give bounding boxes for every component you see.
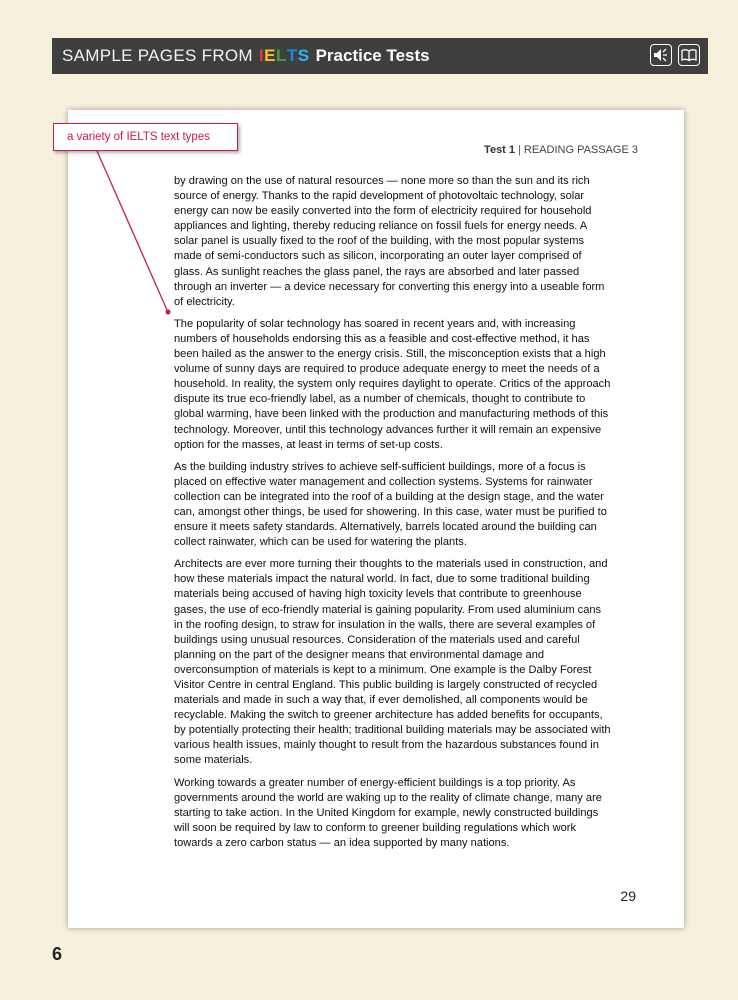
paragraph: Architects are ever more turning their thoughts to the materials used in construction, and how these materials impact the natural world. In fact, due to some traditional building materials being accused of having high toxicity levels that contribute to greenhouse gases, the use of eco-friendly material is gaining popularity. From used aluminium cans in the roofing design, to straw for insulation in the walls, there are several examples of buildings using unusual resources. Consideration of the materials used and careful planning on the part of the designer means that environmental damage and overconsumption of materials is kept to a minimum. One example is the Dalby Forest Visitor Centre in central England. This public building is largely constructed of recycled materials and made in such a way that, if ever demolished, all components would be recyclable. Making the switch to greener architecture has added benefits for occupants, by potentially protecting their health; traditional building materials may be associated with various health issues, mainly thought to result from the hazardous substances found in some materials. <box>174 558 611 767</box>
banner-icons <box>650 44 700 66</box>
book-icon[interactable] <box>678 44 700 66</box>
paragraph: As the building industry strives to achieve self-sufficient buildings, more of a focus is placed on effective water management and collection systems. Systems for rainwater collection can be integrated into the roof of a building at the design stage, and the water can, amongst other things, be used for showering. In this case, water must be purified to ensure it meets safety standards. Alternatively, barrels located around the building can collect rainwater, which can be used for watering the plants. <box>174 460 607 549</box>
brand-logo <box>259 46 310 66</box>
brand-letter: I <box>258 46 265 65</box>
inner-page-number: 29 <box>620 888 636 904</box>
test-label: Test 1 <box>484 144 516 156</box>
paragraph: Working towards a greater number of energy-efficient buildings is a top priority. As governments around the world are waking up to the reality of climate change, many are starting to take action. In the United Kingdom for example, newly constructed buildings will soon be required by law to conform to greener building regulations which work towards a zero carbon status — an idea supported by many nations. <box>174 776 602 849</box>
banner-lead: SAMPLE PAGES FROM <box>62 46 253 65</box>
top-banner <box>52 38 708 74</box>
brand-letter: T <box>286 46 298 65</box>
outer-page-number: 6 <box>52 944 63 964</box>
book-page <box>68 110 684 928</box>
banner-title: Practice Tests <box>315 46 430 65</box>
annotation-callout: a variety of IELTS text types <box>53 123 238 151</box>
header-separator: | <box>518 144 521 156</box>
passage-label: READING PASSAGE 3 <box>523 144 638 156</box>
running-header <box>484 144 638 156</box>
brand-letter: L <box>275 46 287 65</box>
brand-letter: E <box>264 46 276 65</box>
speaker-icon[interactable] <box>650 44 672 66</box>
paragraph: The popularity of solar technology has soared in recent years and, with increasing numbers of households endorsing this as a feasible and cost-effective method, it has been hailed as the answer to the energy crisis. Still, the misconception exists that a high volume of sunny days are required to produce adequate energy to meet the needs of a household. In reality, the system only requires daylight to operate. Critics of the approach dispute its true eco-friendly label, as a number of chemicals, thought to contribute to global warming, have been linked with the production and manufacturing methods of this technology. Moreover, until this technology advances further it will remain an expensive option for the masses, at least in terms of set-up costs. <box>174 317 611 451</box>
brand-letter: S <box>297 46 310 65</box>
reading-passage <box>174 174 612 858</box>
paragraph: by drawing on the use of natural resources — none more so than the sun and its rich source of energy. Thanks to the rapid development of photovoltaic technology, solar energy can now be easily converted into the form of electricity required for household appliances and lighting, thereby reducing reliance on fossil fuels for energy needs. A solar panel is usually fixed to the roof of the building, with the most popular systems made of semi-conductors such as silicon, incorporating an outer layer comprised of glass. As sunlight reaches the glass panel, the rays are absorbed and later passed through an inverter — a device necessary for converting this energy into a useable form of electricity. <box>174 175 605 308</box>
